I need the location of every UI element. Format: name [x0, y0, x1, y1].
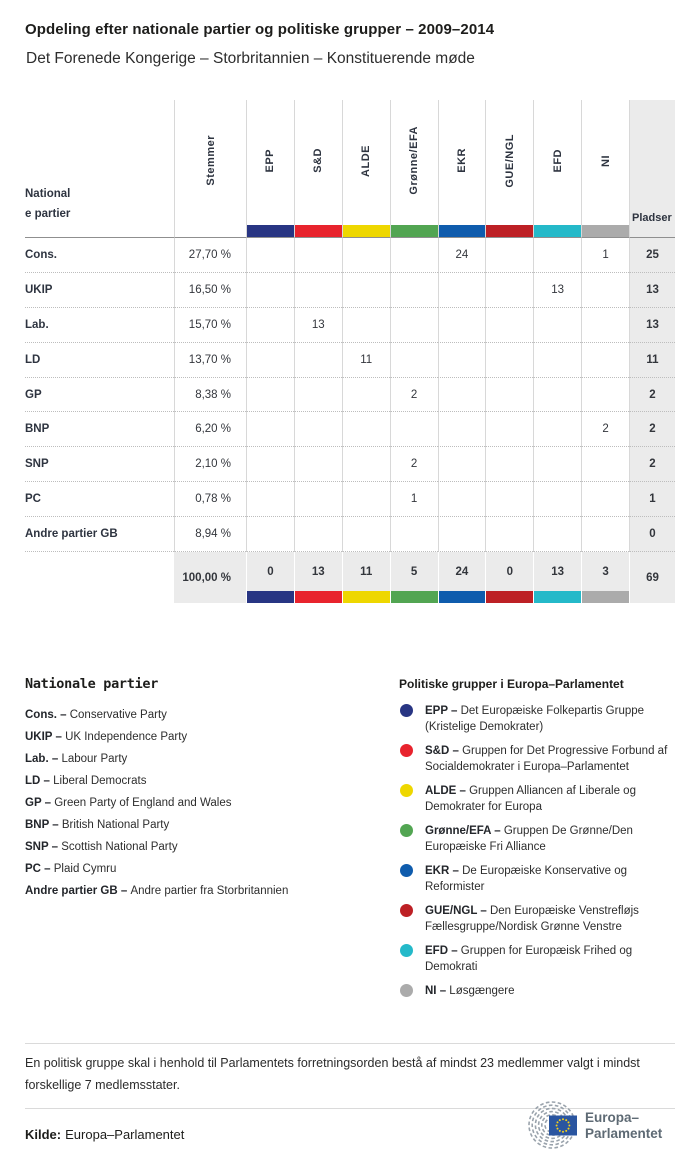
group-value-cell [390, 412, 438, 447]
group-color-dot [400, 744, 413, 757]
group-legend-text [425, 783, 677, 815]
group-full-name: De Europæiske Konservative og Reformister [425, 865, 627, 893]
group-value-cell [485, 238, 533, 273]
pladser-value-cell: 2 [629, 378, 675, 413]
party-name-cell: LD [25, 343, 174, 378]
parliament-hemicycle-icon [512, 1099, 676, 1149]
group-column-label: EPP [264, 148, 277, 173]
party-legend-item [25, 748, 288, 770]
group-value-cell [533, 343, 581, 378]
total-group-value: 13 [311, 565, 325, 578]
divider-top [25, 1043, 675, 1044]
group-value-cell [533, 517, 581, 552]
group-value-cell [246, 273, 294, 308]
group-value-cell [581, 308, 629, 343]
group-value-cell [581, 517, 629, 552]
group-value-cell [294, 378, 342, 413]
group-value-cell [294, 343, 342, 378]
group-value-cell [246, 517, 294, 552]
group-value-cell [438, 378, 486, 413]
group-value-cell [533, 482, 581, 517]
party-name-cell: Cons. [25, 238, 174, 273]
group-value-cell [342, 412, 390, 447]
group-value-cell [390, 308, 438, 343]
group-full-name: Gruppen De Grønne/Den Europæiske Fri Alliance [425, 825, 633, 853]
total-group-cell [533, 552, 581, 603]
source-line [25, 1127, 184, 1142]
group-legend-item [399, 863, 677, 895]
group-legend-item [399, 743, 677, 775]
group-value-cell: 2 [581, 412, 629, 447]
group-value-cell [438, 517, 486, 552]
total-group-cell [581, 552, 629, 603]
group-full-name: Gruppen Alliancen af Liberale og Demokrater for Europa [425, 785, 636, 813]
group-color-bar [295, 591, 342, 603]
group-value-cell [438, 412, 486, 447]
group-value-cell: 1 [581, 238, 629, 273]
total-stemmer-cell: 100,00 % [174, 552, 246, 603]
group-value-cell [438, 343, 486, 378]
group-full-name: Gruppen for Det Progressive Forbund af Socialdemokrater i Europa–Parlamentet [425, 745, 668, 773]
group-color-bar [582, 591, 629, 603]
group-value-cell [246, 482, 294, 517]
party-full-name: Liberal Democrats [53, 775, 147, 787]
group-value-cell [533, 378, 581, 413]
group-value-cell [294, 412, 342, 447]
legend-political-groups [399, 676, 677, 1007]
page-title: Opdeling efter nationale partier og politiske grupper – 2009–2014 [25, 21, 495, 38]
group-value-cell [485, 378, 533, 413]
table-header-group-efd [533, 100, 581, 238]
group-column-label: Grønne/EFA [408, 126, 421, 195]
group-value-cell [438, 273, 486, 308]
stemmer-column-label: Stemmer [204, 135, 217, 186]
source-value: Europa–Parlamentet [65, 1127, 185, 1142]
group-value-cell [246, 447, 294, 482]
pladser-value-cell: 11 [629, 343, 675, 378]
party-abbr: Lab. – [25, 753, 62, 765]
stemmer-value-cell: 15,70 % [174, 308, 246, 343]
group-color-dot [400, 824, 413, 837]
group-value-cell [485, 482, 533, 517]
group-color-bar [295, 225, 342, 237]
group-value-cell [342, 517, 390, 552]
party-full-name: Conservative Party [69, 709, 167, 721]
group-value-cell [246, 343, 294, 378]
pladser-value-cell: 2 [629, 412, 675, 447]
total-row-spacer [25, 552, 174, 603]
legend-parties-heading: Nationale partier [25, 676, 159, 692]
table-header-group-guengl [485, 100, 533, 238]
total-pladser-cell: 69 [629, 552, 675, 603]
group-color-bar [534, 225, 581, 237]
group-color-dot [400, 704, 413, 717]
group-value-cell [581, 343, 629, 378]
party-abbr: GP – [25, 797, 55, 809]
party-legend-item [25, 836, 288, 858]
group-value-cell: 13 [294, 308, 342, 343]
party-abbr: SNP – [25, 841, 62, 853]
party-abbr: BNP – [25, 819, 62, 831]
group-color-bar [486, 225, 533, 237]
group-value-cell [342, 238, 390, 273]
group-legend-text [425, 983, 677, 999]
group-legend-text [425, 823, 677, 855]
stemmer-value-cell: 8,38 % [174, 378, 246, 413]
stemmer-value-cell: 16,50 % [174, 273, 246, 308]
group-color-dot [400, 864, 413, 877]
group-value-cell: 13 [533, 273, 581, 308]
group-color-bar [534, 591, 581, 603]
party-header-line: e partier [25, 208, 71, 220]
total-group-cell [246, 552, 294, 603]
group-legend-text [425, 903, 677, 935]
group-legend-text [425, 943, 677, 975]
group-full-name: Det Europæiske Folkepartis Gruppe (Kristelige Demokrater) [425, 705, 645, 733]
group-value-cell [485, 517, 533, 552]
group-value-cell [342, 447, 390, 482]
table-header-nationale-partier [25, 100, 174, 238]
total-group-cell [438, 552, 486, 603]
table-header-group-ekr [438, 100, 486, 238]
group-value-cell [581, 447, 629, 482]
footnote: En politisk gruppe skal i henhold til Parlamentets forretningsorden bestå af mindst 23 medlemmer valgt i mindst forskellige 7 medlemsstater. [25, 1056, 640, 1092]
table-header-stemmer [174, 100, 246, 238]
group-color-dot [400, 944, 413, 957]
party-legend-item [25, 858, 288, 880]
legend-groups-heading: Politiske grupper i Europa–Parlamentet [399, 677, 624, 691]
group-abbr: ALDE – [425, 785, 470, 797]
group-color-bar [343, 591, 390, 603]
total-group-cell [294, 552, 342, 603]
group-legend-text [425, 703, 677, 735]
group-color-bar [247, 225, 294, 237]
group-color-bar [439, 225, 486, 237]
party-legend-item [25, 880, 288, 902]
pladser-value-cell: 25 [629, 238, 675, 273]
group-value-cell [390, 238, 438, 273]
source-label: Kilde: [25, 1127, 62, 1142]
group-abbr: S&D – [425, 745, 463, 757]
party-abbr: UKIP – [25, 731, 66, 743]
group-value-cell: 1 [390, 482, 438, 517]
table-header-pladser [629, 100, 675, 238]
group-color-bar [486, 591, 533, 603]
party-abbr: Andre partier GB – [25, 885, 131, 897]
group-value-cell [246, 412, 294, 447]
group-value-cell [390, 273, 438, 308]
pladser-value-cell: 2 [629, 447, 675, 482]
group-abbr: EPP – [425, 705, 461, 717]
party-full-name: Scottish National Party [61, 841, 178, 853]
total-group-value: 13 [551, 565, 565, 578]
group-value-cell [533, 238, 581, 273]
group-value-cell: 2 [390, 447, 438, 482]
total-group-cell [342, 552, 390, 603]
group-column-label: S&D [312, 148, 325, 173]
group-value-cell [342, 308, 390, 343]
total-group-value: 0 [267, 565, 274, 578]
table-header-group-grnneefa [390, 100, 438, 238]
group-value-cell: 2 [390, 378, 438, 413]
group-column-label: GUE/NGL [503, 133, 516, 188]
total-group-cell [485, 552, 533, 603]
group-color-bar [582, 225, 629, 237]
group-color-dot [400, 904, 413, 917]
eu-flag-icon [549, 1116, 577, 1136]
party-full-name: Plaid Cymru [53, 863, 117, 875]
party-name-cell: Lab. [25, 308, 174, 343]
total-group-value: 5 [410, 565, 418, 578]
table-header-group-sd [294, 100, 342, 238]
table-header-group-alde [342, 100, 390, 238]
total-group-cell [390, 552, 438, 603]
total-group-value: 11 [360, 565, 373, 578]
group-value-cell [485, 447, 533, 482]
pladser-value-cell: 13 [629, 273, 675, 308]
group-value-cell [485, 308, 533, 343]
party-name-cell: BNP [25, 412, 174, 447]
table-header-group-epp [246, 100, 294, 238]
party-legend-item [25, 770, 288, 792]
legend-parties-list [25, 704, 288, 902]
total-group-value: 0 [506, 565, 514, 578]
group-full-name: Gruppen for Europæisk Frihed og Demokrati [425, 945, 633, 973]
group-value-cell [294, 447, 342, 482]
group-color-dot [400, 784, 413, 797]
group-value-cell [581, 482, 629, 517]
group-abbr: EKR – [425, 865, 463, 877]
group-color-bar [247, 591, 294, 603]
group-value-cell [390, 517, 438, 552]
group-value-cell [533, 447, 581, 482]
party-legend-item [25, 792, 288, 814]
group-legend-item [399, 783, 677, 815]
group-abbr: EFD – [425, 945, 461, 957]
group-full-name: Den Europæiske Venstrefløjs Fællesgruppe/Nordisk Grønne Venstre [425, 905, 639, 933]
group-value-cell [294, 273, 342, 308]
party-legend-item [25, 814, 288, 836]
group-value-cell: 24 [438, 238, 486, 273]
group-legend-item [399, 823, 677, 855]
group-value-cell [294, 482, 342, 517]
party-name-cell: SNP [25, 447, 174, 482]
page-subtitle: Det Forenede Kongerige – Storbritannien – Konstituerende møde [26, 50, 475, 67]
group-abbr: NI – [425, 985, 450, 997]
party-name-cell: UKIP [25, 273, 174, 308]
european-parliament-logo [512, 1099, 676, 1154]
party-abbr: PC – [25, 863, 54, 875]
group-value-cell [342, 273, 390, 308]
pladser-value-cell: 1 [629, 482, 675, 517]
group-legend-text [425, 863, 677, 895]
group-value-cell [294, 517, 342, 552]
group-value-cell [485, 412, 533, 447]
group-legend-item [399, 703, 677, 735]
group-value-cell [246, 378, 294, 413]
group-column-label: EFD [551, 148, 564, 173]
group-value-cell [533, 412, 581, 447]
party-header-lines [25, 184, 70, 224]
group-value-cell: 11 [342, 343, 390, 378]
group-column-label: NI [599, 154, 612, 167]
party-full-name: British National Party [61, 819, 170, 831]
party-name-cell: PC [25, 482, 174, 517]
party-abbr: Cons. – [25, 709, 70, 721]
group-color-bar [343, 225, 390, 237]
group-value-cell [485, 343, 533, 378]
table-header-group-ni [581, 100, 629, 238]
group-value-cell [342, 378, 390, 413]
party-full-name: Labour Party [61, 753, 128, 765]
group-color-bar [391, 225, 438, 237]
group-column-label: ALDE [360, 144, 373, 177]
party-full-name: Green Party of England and Wales [54, 797, 232, 809]
group-value-cell [581, 378, 629, 413]
total-group-value: 3 [602, 565, 609, 578]
pladser-value-cell: 0 [629, 517, 675, 552]
group-legend-item [399, 903, 677, 935]
group-value-cell [485, 273, 533, 308]
stemmer-value-cell: 8,94 % [174, 517, 246, 552]
pladser-column-label: Pladser [632, 212, 672, 224]
group-value-cell [294, 238, 342, 273]
total-group-value: 24 [455, 565, 469, 578]
party-abbr: LD – [25, 775, 54, 787]
group-abbr: Grønne/EFA – [425, 825, 504, 837]
legend-groups-list [399, 703, 677, 999]
stemmer-value-cell: 0,78 % [174, 482, 246, 517]
legend-national-parties [25, 676, 288, 902]
stemmer-value-cell: 13,70 % [174, 343, 246, 378]
stemmer-value-cell: 6,20 % [174, 412, 246, 447]
group-color-bar [391, 591, 438, 603]
group-color-bar [439, 591, 486, 603]
party-full-name: Andre partier fra Storbritannien [130, 885, 289, 897]
party-header-line: National [25, 188, 71, 200]
party-legend-item [25, 726, 288, 748]
party-full-name: UK Independence Party [65, 731, 188, 743]
group-value-cell [342, 482, 390, 517]
stemmer-value-cell: 27,70 % [174, 238, 246, 273]
group-color-dot [400, 984, 413, 997]
group-legend-text [425, 743, 677, 775]
party-name-cell: GP [25, 378, 174, 413]
group-value-cell [246, 238, 294, 273]
svg-text:Europa– Parlamentet: Europa– Parlamentet [585, 1110, 663, 1141]
results-table [25, 100, 675, 603]
party-legend-item [25, 704, 288, 726]
group-value-cell [533, 308, 581, 343]
group-value-cell [438, 482, 486, 517]
stemmer-value-cell: 2,10 % [174, 447, 246, 482]
group-legend-item [399, 943, 677, 975]
group-legend-item [399, 983, 677, 999]
pladser-value-cell: 13 [629, 308, 675, 343]
party-name-cell: Andre partier GB [25, 517, 174, 552]
group-value-cell [246, 308, 294, 343]
group-value-cell [390, 343, 438, 378]
group-value-cell [438, 308, 486, 343]
group-abbr: GUE/NGL – [425, 905, 490, 917]
group-column-label: EKR [455, 148, 468, 173]
group-full-name: Løsgængere [449, 985, 515, 997]
group-value-cell [438, 447, 486, 482]
group-value-cell [581, 273, 629, 308]
